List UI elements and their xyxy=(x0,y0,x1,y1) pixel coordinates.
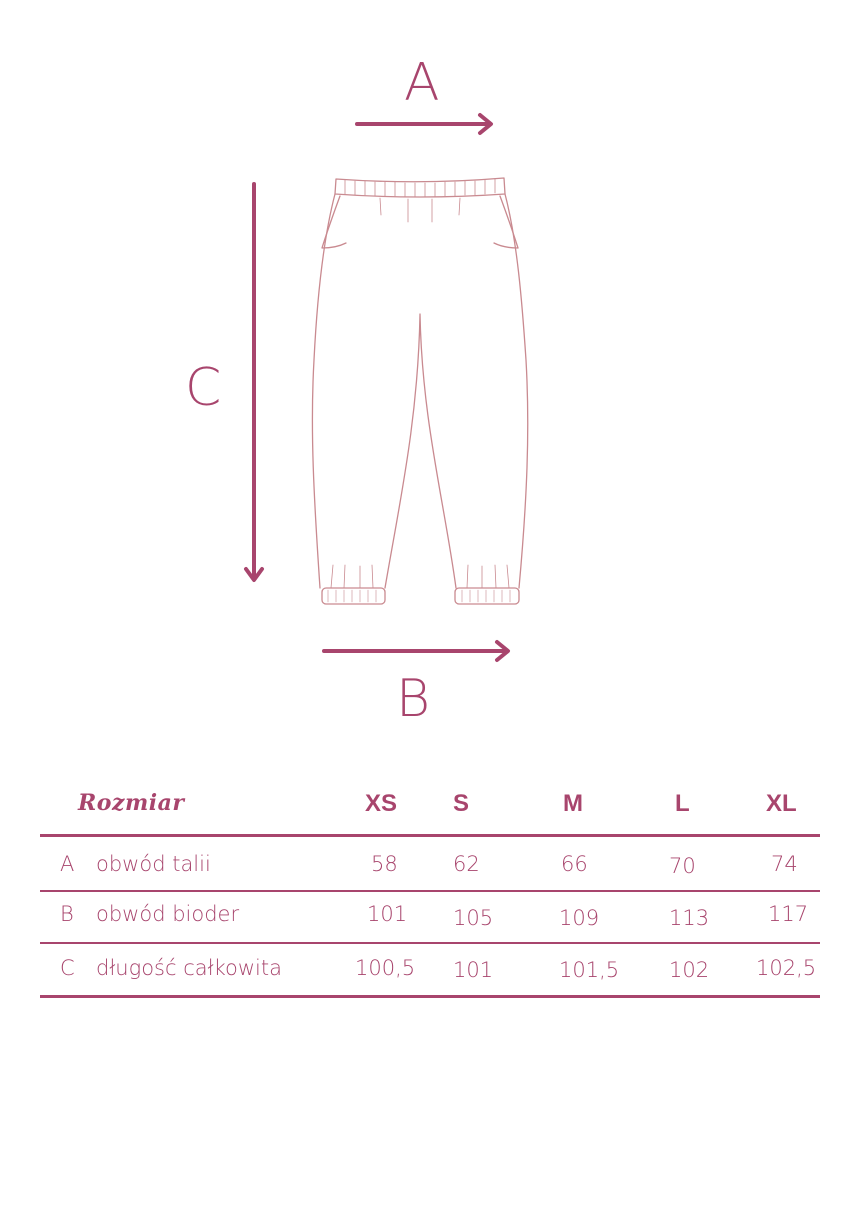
dimension-label-c: C xyxy=(185,358,222,418)
row-value: 70 xyxy=(669,854,696,878)
row-value: 102 xyxy=(669,958,710,982)
row-value: 105 xyxy=(453,906,494,930)
row-letter: B xyxy=(60,902,74,926)
size-header-l: L xyxy=(675,790,690,817)
row-value: 109 xyxy=(559,906,600,930)
row-value: 102,5 xyxy=(756,956,817,980)
row-value: 74 xyxy=(771,852,798,876)
row-letter: C xyxy=(60,956,75,980)
row-value: 58 xyxy=(371,852,398,876)
row-value: 101,5 xyxy=(559,958,620,982)
table-divider xyxy=(40,834,820,837)
pants-icon xyxy=(312,178,527,604)
arrow-b xyxy=(324,642,508,660)
table-divider xyxy=(40,890,820,892)
row-value: 66 xyxy=(561,852,588,876)
row-value: 113 xyxy=(669,906,710,930)
row-value: 101 xyxy=(367,902,408,926)
size-header-xl: XL xyxy=(766,790,797,817)
row-letter: A xyxy=(60,852,75,876)
arrow-c xyxy=(246,184,262,580)
row-measurement-name: długość całkowita xyxy=(96,956,282,980)
dimension-label-b: B xyxy=(396,669,431,729)
table-divider xyxy=(40,995,820,998)
row-value: 101 xyxy=(453,958,494,982)
row-value: 100,5 xyxy=(355,956,416,980)
size-header-m: M xyxy=(563,790,583,817)
size-header-label: Rozmiar xyxy=(78,790,185,816)
row-value: 117 xyxy=(768,902,809,926)
table-divider xyxy=(40,942,820,944)
row-measurement-name: obwód talii xyxy=(96,852,211,876)
row-measurement-name: obwód bioder xyxy=(96,902,240,926)
size-header-s: S xyxy=(453,790,470,817)
arrow-a xyxy=(357,115,491,133)
size-header-xs: XS xyxy=(365,790,398,817)
row-value: 62 xyxy=(453,852,480,876)
dimension-label-a: A xyxy=(404,53,440,113)
